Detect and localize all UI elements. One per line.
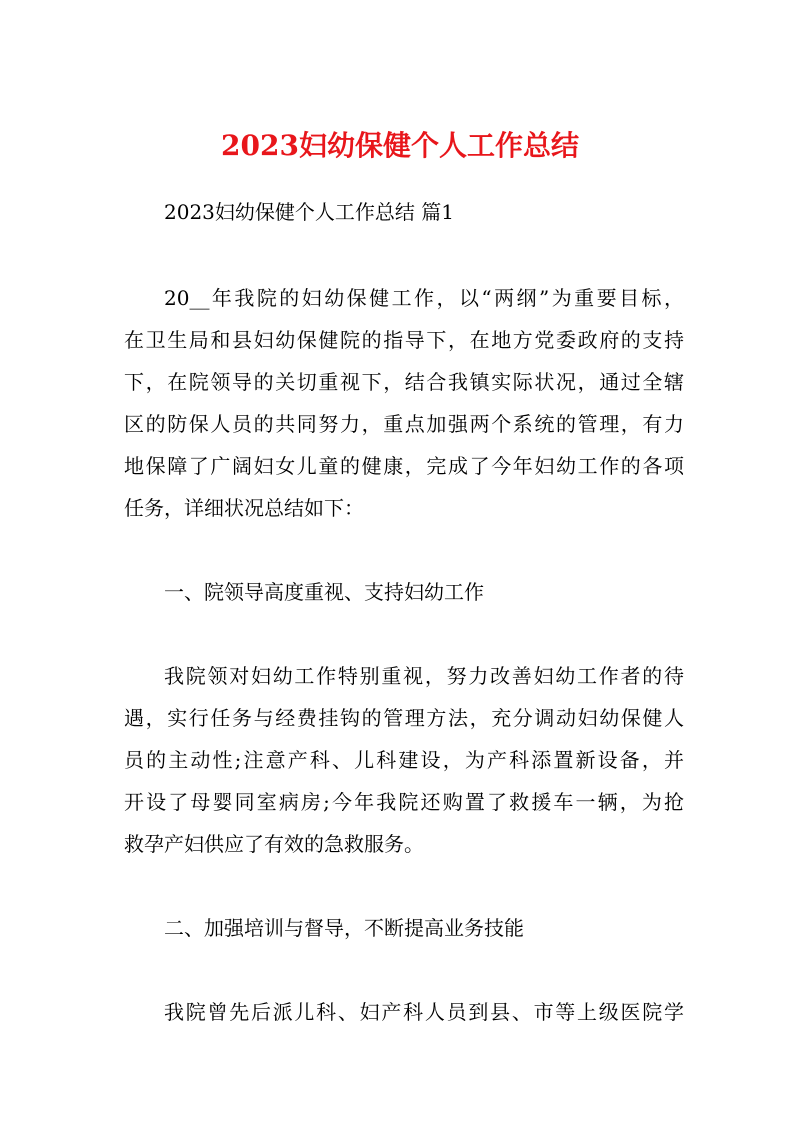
paragraph-line: 遇，实行任务与经费挂钩的管理方法，充分调动妇幼保健人: [124, 706, 684, 730]
paragraph-line: 在卫生局和县妇幼保健院的指导下，在地方党委政府的支持: [124, 328, 684, 352]
section-subtitle: 2023妇幼保健个人工作总结 篇1: [164, 200, 454, 224]
paragraph-line: 地保障了广阔妇女儿童的健康，完成了今年妇幼工作的各项: [124, 454, 684, 478]
paragraph-line: 救孕产妇供应了有效的急救服务。: [124, 832, 424, 856]
paragraph-line: 20__年我院的妇幼保健工作，以“两纲”为重要目标，: [164, 286, 684, 310]
paragraph-line: 员的主动性;注意产科、儿科建设，为产科添置新设备，并: [124, 748, 684, 772]
section-heading: 一、院领导高度重视、支持妇幼工作: [164, 580, 484, 604]
paragraph-line: 任务，详细状况总结如下：: [124, 496, 364, 520]
section-heading: 二、加强培训与督导，不断提高业务技能: [164, 916, 524, 940]
paragraph-line: 开设了母婴同室病房;今年我院还购置了救援车一辆，为抢: [124, 790, 684, 814]
paragraph-line: 我院领对妇幼工作特别重视，努力改善妇幼工作者的待: [164, 664, 684, 688]
paragraph-line: 区的防保人员的共同努力，重点加强两个系统的管理，有力: [124, 412, 684, 436]
paragraph-line: 我院曾先后派儿科、妇产科人员到县、市等上级医院学: [164, 1000, 684, 1024]
document-title: 2023妇幼保健个人工作总结: [221, 129, 579, 162]
paragraph-line: 下，在院领导的关切重视下，结合我镇实际状况，通过全辖: [124, 370, 684, 394]
